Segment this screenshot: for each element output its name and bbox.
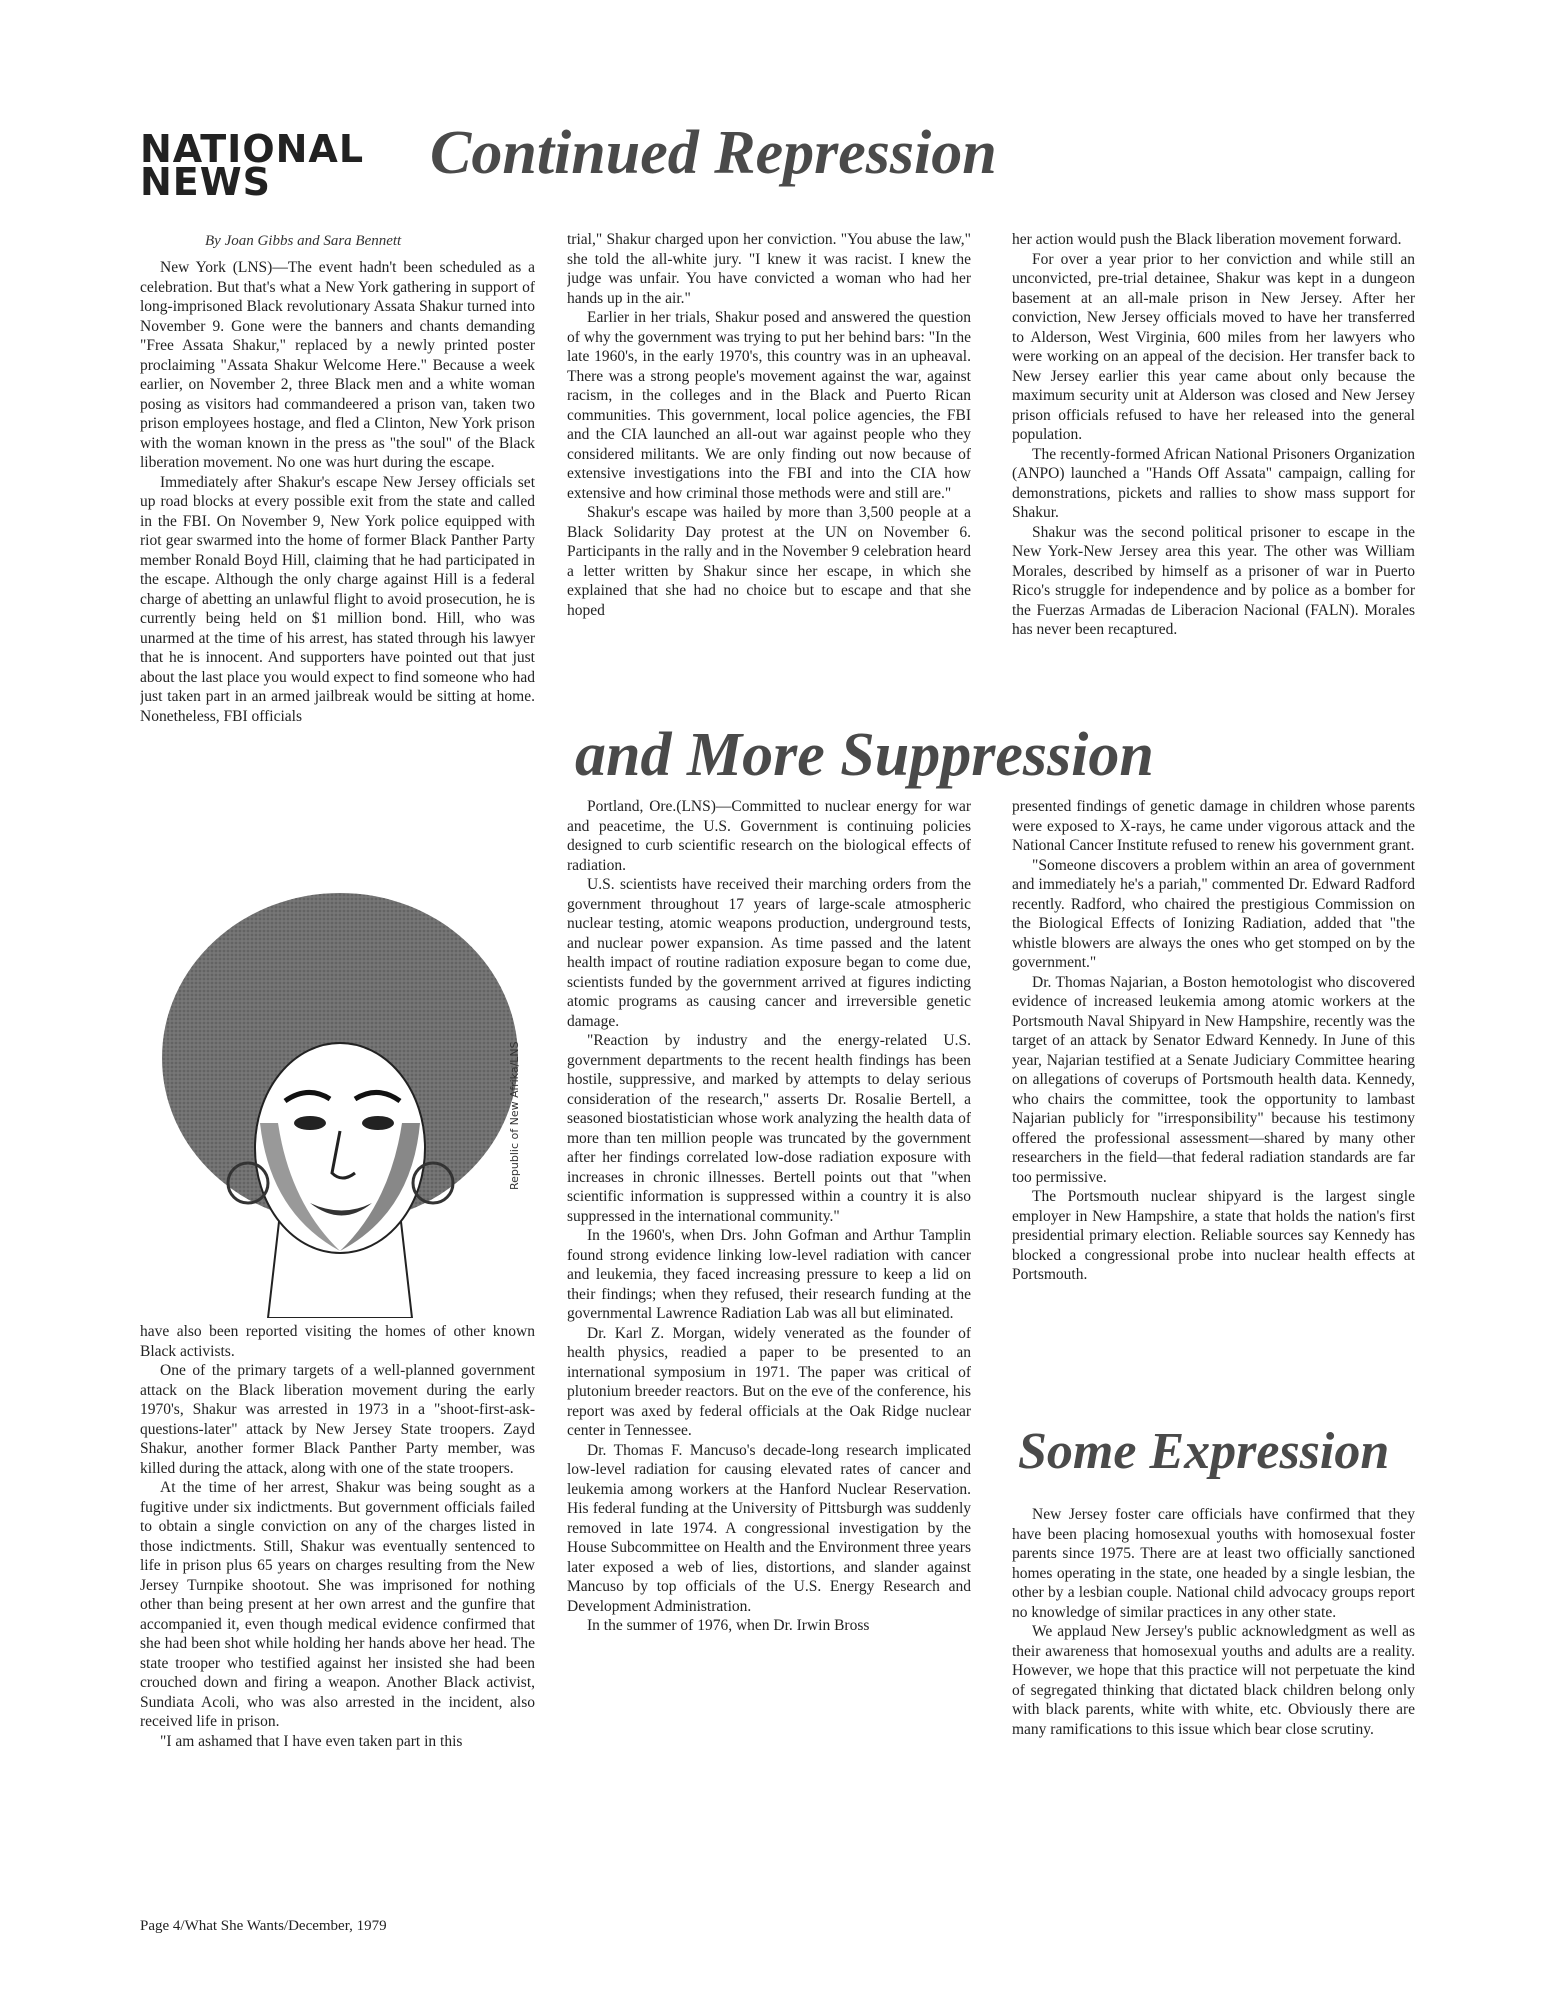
- byline: By Joan Gibbs and Sara Bennett: [205, 233, 402, 249]
- portrait-illustration: [150, 873, 530, 1318]
- paragraph: In the summer of 1976, when Dr. Irwin Bross: [587, 1617, 870, 1634]
- paragraph: her action would push the Black liberation movement forward.: [1012, 231, 1402, 248]
- paragraph: presented findings of genetic damage in children whose parents were exposed to X-rays, he came under vigorous attack and the National Cancer Institute refused to renew his government grant.: [1012, 798, 1415, 854]
- paragraph: Earlier in her trials, Shakur posed and answered the question of why the government was trying to put her behind bars: "In the late 1960's, in the early 1970's, this country was in an upheaval. There was a strong people's movement against the war, against racism, in the colleges and in the Black and Puerto Rican communities. This government, local police agencies, the FBI and the CIA launched an all-out war against people who they considered militants. We are only finding out now because of extensive investigations into the FBI and into the CIA how extensive and how criminal those methods were and still are.": [567, 309, 971, 502]
- paragraph: For over a year prior to her conviction and while still an unconvicted, pre-trial detainee, Shakur was kept in a dungeon basement at an all-male prison in New Jersey. After her conviction, New Jersey officials moved to have her transferred to Alderson, West Virginia, 600 miles from her lawyers who were working on an appeal of the decision. Her transfer back to New Jersey earlier this year came about only because the maximum security unit at Alderson was closed and New Jersey prison officials refused to have her released into the general population.: [1012, 250, 1415, 443]
- paragraph: In the 1960's, when Drs. John Gofman and Arthur Tamplin found strong evidence linking low-level radiation with cancer and leukemia, they faced increasing pressure to keep a lid on their findings; when they refused, their research funding at the governmental Lawrence Radiation Lab was all but eliminated.: [567, 1227, 971, 1322]
- paragraph: "Reaction by industry and the energy-related U.S. government departments to the recent health findings has been hostile, suppressive, and marked by attempts to delay serious consideration of the research," asserts Dr. Rosalie Bertell, a seasoned biostatistician whose work analyzing the health data of more than ten million people was truncated by the government after her findings correlated low-dose radiation exposure with increases in chronic illnesses. Bertell points out that "when scientific information is suppressed within a country it is also suppressed in the international community.": [567, 1032, 971, 1225]
- paragraph: One of the primary targets of a well-planned government attack on the Black liberation movement during the early 1970's, Shakur was arrested in 1973 in a "shoot-first-ask-questions-later" attack by New Jersey State troopers. Zayd Shakur, another former Black Panther Party member, was killed during the attack, along with one of the state troopers.: [140, 1362, 535, 1477]
- section-tag-line1: NATIONAL: [140, 127, 365, 171]
- paragraph: trial," Shakur charged upon her conviction. "You abuse the law," she told the all-white jury. "I knew it was racist. I knew the judge was unfair. You have convicted a woman who had her hands up in the air.": [567, 231, 971, 307]
- headline-some-expression: Some Expression: [1018, 1423, 1390, 1480]
- paragraph: Dr. Karl Z. Morgan, widely venerated as the founder of health physics, readied a paper to be presented to an international symposium in 1971. The paper was critical of plutonium breeder reactors. But on the eve of the conference, his report was axed by federal officials at the Oak Ridge nuclear center in Tennessee.: [567, 1324, 971, 1439]
- section-tag: [140, 127, 365, 204]
- paragraph: Portland, Ore.(LNS)—Committed to nuclear energy for war and peacetime, the U.S. Government is continuing policies designed to curb scientific research on the biological effects of radiation.: [567, 798, 971, 874]
- paragraph: Shakur's escape was hailed by more than 3,500 people at a Black Solidarity Day protest at the UN on November 6. Participants in the rally and in the November 9 celebration heard a letter written by Shakur since her escape, in which she explained that she had no choice but to escape and that she hoped: [567, 504, 971, 619]
- paragraph: Dr. Thomas Najarian, a Boston hemotologist who discovered evidence of increased leukemia among atomic workers at the Portsmouth Naval Shipyard in New Hampshire, recently was the target of an attack by Senator Edward Kennedy. In June of this year, Najarian testified at a Senate Judiciary Committee hearing on allegations of coverups of Portsmouth health data. Kennedy, who chairs the committee, took the opportunity to lambast Najarian publicly for "irresponsibility" because his testimony offered the professional assessment—shared by many other researchers in the field—that federal radiation standards are far too permissive.: [1012, 973, 1415, 1186]
- headline-more-suppression: and More Suppression: [575, 721, 1154, 789]
- paragraph: Immediately after Shakur's escape New Jersey officials set up road blocks at every possible exit from the state and called in the FBI. On November 9, New York police equipped with riot gear swarmed into the home of former Black Panther Party member Ronald Boyd Hill, claiming that he had participated in the escape. Although the only charge against Hill is a federal charge of abetting an unlawful flight to avoid prosecution, he is currently being held on $1 million bond. Hill, who was unarmed at the time of his arrest, has stated through his lawyer that he is innocent. And supporters have pointed out that just about the last place you would expect to find someone who had just taken part in an armed jailbreak would be sitting at home. Nonetheless, FBI officials: [140, 473, 535, 725]
- paragraph: Dr. Thomas F. Mancuso's decade-long research implicated low-level radiation for causing elevated rates of cancer and leukemia among workers at the Hanford Nuclear Reservation. His federal funding at the University of Pittsburgh was suddenly removed in late 1974. A congressional investigation by the House Subcommittee on Health and the Environment three years later exposed a web of lies, distortions, and slander against Mancuso by top officials of the U.S. Energy Research and Development Administration.: [567, 1441, 971, 1615]
- paragraph: We applaud New Jersey's public acknowledgment as well as their awareness that homosexual youths and adults are a reality. However, we hope that this practice will not perpetuate the kind of segregated thinking that dictated black children belong only with black parents, white with white, etc. Obviously there are many ramifications to this issue which bear close scrutiny.: [1012, 1623, 1415, 1738]
- article1-col1-top: [140, 258, 535, 873]
- paragraph: "Someone discovers a problem within an area of government and immediately he's a pariah," commented Dr. Edward Radford recently. Radford, who chaired the prestigious Commission on the Biological Effects of Ionizing Radiation, added that "the whistle blowers are always the ones who get stomped on by the government.": [1012, 856, 1415, 971]
- paragraph: New Jersey foster care officials have confirmed that they have been placing homosexual youths with homosexual foster parents since 1975. There are at least two officially sanctioned homes operating in the state, one headed by a single lesbian, the other by a lesbian couple. National child advocacy groups report no knowledge of similar practices in any other state.: [1012, 1506, 1415, 1621]
- paragraph: The Portsmouth nuclear shipyard is the largest single employer in New Hampshire, a state that holds the nation's first presidential primary election. Reliable sources say Kennedy has blocked a congressional probe into nuclear health effects at Portsmouth.: [1012, 1188, 1415, 1283]
- photo-credit: Republic of New Afrika/LNS: [508, 1041, 521, 1190]
- paragraph: The recently-formed African National Prisoners Organization (ANPO) launched a "Hands Off Assata" campaign, calling for demonstrations, pickets and rallies to show mass support for Shakur.: [1012, 445, 1415, 521]
- paragraph: At the time of her arrest, Shakur was being sought as a fugitive under six indictments. But government officials failed to obtain a single conviction on any of the charges listed in those indictments. Still, Shakur was eventually sentenced to life in prison plus 65 years on charges resulting from the New Jersey Turnpike shootout. She was imprisoned for nothing other than being present at her own arrest and the gunfire that accompanied it, even though medical evidence confirmed that she had been shot while holding her hands above her head. The state trooper who testified against her insisted she had been crouched down and firing a weapon. Another Black activist, Sundiata Acoli, who was also arrested in the incident, also received life in prison.: [140, 1479, 535, 1730]
- paragraph: "I am ashamed that I have even taken part in this: [160, 1732, 463, 1750]
- article1-col1-bottom: [140, 1322, 535, 1887]
- article1-col3: [1012, 230, 1415, 718]
- paragraph: U.S. scientists have received their marching orders from the government throughout 17 years of large-scale atmospheric nuclear testing, atomic weapons production, underground tests, and nuclear power expansion. As time passed and the latent health impact of routine radiation exposure began to come due, scientists funded by the government arrived at figures indicting atomic programs as causing cancer and irreversible genetic damage.: [567, 876, 971, 1030]
- paragraph: New York (LNS)—The event hadn't been scheduled as a celebration. But that's what a New York gathering in support of long-imprisoned Black revolutionary Assata Shakur turned into November 9. Gone were the banners and chants demanding "Free Assata Shakur," replaced by a newly printed poster proclaiming "Assata Shakur Welcome Here." Because a week earlier, on November 2, three Black men and a white woman posing as visitors had commandeered a prison van, taken two prison employees hostage, and fled a Clinton, New York prison with the woman known in the press as "the soul" of the Black liberation movement. No one was hurt during the escape.: [140, 259, 535, 471]
- article3-col3: [1012, 1505, 1415, 1890]
- article1-col2: [567, 230, 971, 718]
- paragraph: have also been reported visiting the homes of other known Black activists.: [140, 1323, 535, 1360]
- article2-col3: [1012, 797, 1415, 1397]
- page-footer: Page 4/What She Wants/December, 1979: [140, 1918, 387, 1934]
- article2-col2: [567, 797, 971, 1889]
- paragraph: Shakur was the second political prisoner to escape in the New York-New Jersey area this year. The other was William Morales, described by himself as a prisoner of war in Puerto Rico's struggle for independence and by police as a bomber for the Fuerzas Armadas de Liberacion Nacional (FALN). Morales has never been recaptured.: [1012, 523, 1415, 638]
- headline-continued-repression: Continued Repression: [430, 119, 997, 187]
- section-tag-line2: NEWS: [140, 160, 272, 204]
